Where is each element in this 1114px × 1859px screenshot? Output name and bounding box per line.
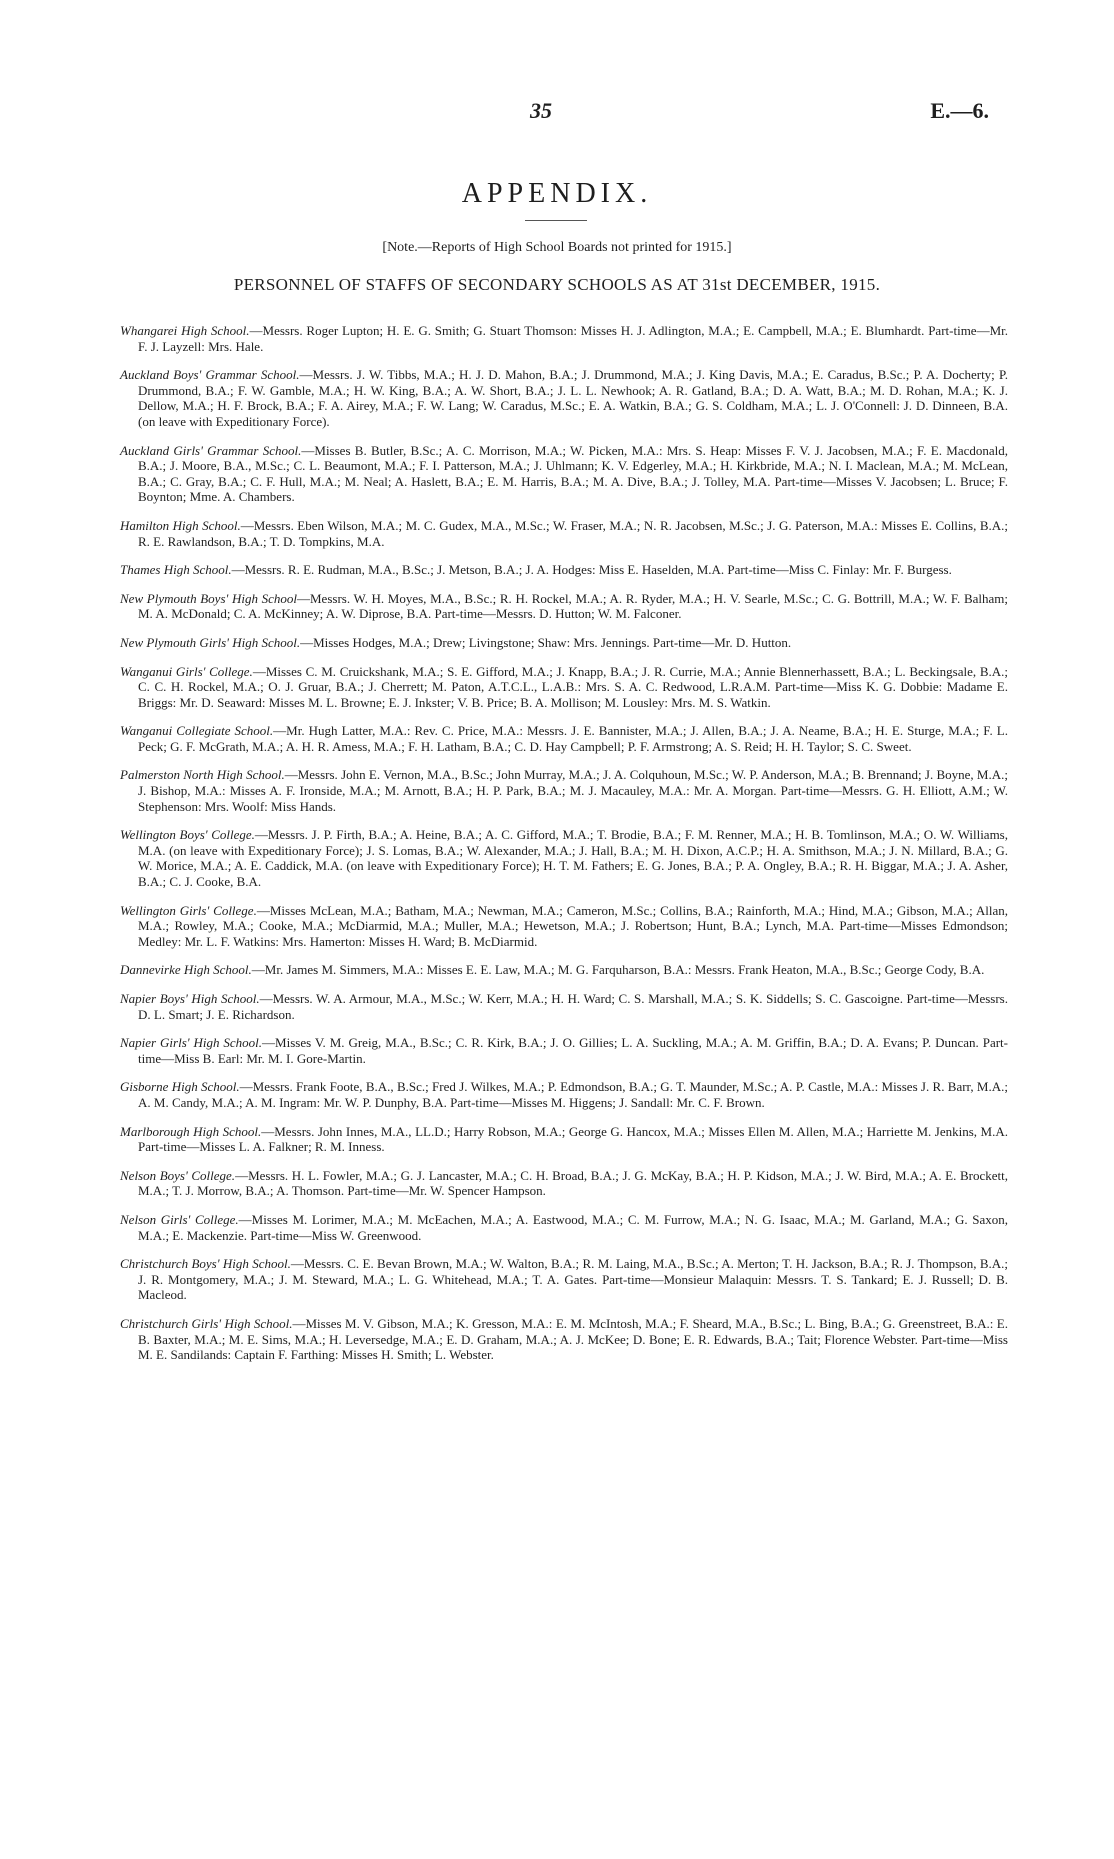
school-name: Whangarei High School. [120,323,250,338]
staff-list-text: —Misses B. Butler, B.Sc.; A. C. Morrison, M.A.; W. Picken, M.A.: Mrs. S. Heap: Misses F. V. J. Jacobsen, M.A.; F. E. Macdonald, B.A.; J. Moore, B.A., M.Sc.; C. L. Beaumont, M.A.; F. I. Patterson, M.A.; J. Uhlmann; K. V. Edgerley, M.A.; H. Kirkbride, M.A.; N. I. Maclean, M.A.; M. McLean, B.A.; C. Gray, B.A.; C. F. Hull, M.A.; M. Neal; A. Haslett, B.A.; E. M. Harris, B.A.; M. A. Dive, B.A.; J. Tolley, M.A. Part-time—Misses V. Jacobsen; L. Bruce; F. Boynton; Mme. A. Chambers. [138,442,1008,505]
school-name: Christchurch Boys' High School. [120,1256,291,1272]
school-entry [120,1035,1008,1066]
school-name: New Plymouth Girls' High School. [120,634,301,650]
staff-list-text: —Messrs. J. P. Firth, B.A.; A. Heine, B.A.; A. C. Gifford, M.A.; T. Brodie, B.A.; F. M. Renner, M.A.; H. B. Tomlinson, M.A.; O. W. Williams, M.A. (on leave with Expeditionary Force); J. S. Lomas, B.A.; W. Alexander, M.A.; J. Hall, B.A.; M. H. Dixon, A.C.P.; H. A. Smithson, M.A.; J. N. Millard, B.A.; G. W. Morice, M.A.; A. E. Caddick, M.A. (on leave with Expeditionary Force); H. T. M. Fathers; E. G. Jones, B.A.; P. A. Ongley, B.A.; R. H. Biggar, M.A.; J. A. Asher, B.A.; C. J. Cooke, B.A. [138,827,1008,890]
school-entry [120,827,1008,889]
school-name: Palmerston North High School. [120,767,285,783]
staff-list-text: —Misses C. M. Cruickshank, M.A.; S. E. Gifford, M.A.; J. Knapp, B.A.; J. R. Currie, M.A.; Annie Blennerhassett, B.A.; L. Beckingsale, B.A.; C. C. H. Rockel, M.A.; O. J. Gruar, B.A.; J. Cherrett; M. Paton, A.T.C.L., L.A.B.: Mrs. S. A. C. Redwood, L.R.A.M. Part-time—Miss K. G. Dobbie: Madame E. Briggs: Mr. D. Seaward: Misses M. L. Browne; E. J. Inkster; V. B. Price; B. A. Mollison; M. Lousley: Mrs. M. S. Watkin. [138,663,1008,710]
school-name: Gisborne High School. [120,1079,240,1095]
staff-list-text: —Messrs. H. L. Fowler, M.A.; G. J. Lancaster, M.A.; C. H. Broad, B.A.; J. G. McKay, B.A.; H. P. Kidson, M.A.; J. W. Bird, M.A.; A. E. Brockett, M.A.; T. J. Morrow, B.A.; A. Thomson. Part-time—Mr. W. Spencer Hampson. [138,1167,1008,1199]
note: [Note.—Reports of High School Boards not printed for 1915.] [382,240,732,255]
school-entry [120,767,1008,814]
school-entry [120,1212,1008,1243]
staff-list-text: —Messrs. J. W. Tibbs, M.A.; H. J. D. Mahon, B.A.; J. Drummond, M.A.; J. King Davis, M.A.; E. Caradus, B.Sc.; P. A. Docherty; P. Drummond, B.A.; F. W. Gamble, M.A.; H. W. King, B.A.; A. W. Short, B.A.; J. L. L. Newhook; A. R. Gatland, B.A.; D. A. Watt, B.A.; M. D. Rohan, M.A.; K. J. Dellow, M.A.; H. F. Brock, B.A.; F. A. Airey, M.A.; F. W. Lang; W. Caradus, M.Sc.; E. A. Watkin, B.A.; G. S. Coldham, M.A.; L. J. O'Connell: J. D. Dinneen, B.A. (on leave with Expeditionary Force). [138,367,1008,429]
school-name: Wanganui Collegiate School. [120,723,274,739]
school-entry [120,1124,1008,1155]
staff-list-text: —Messrs. John E. Vernon, M.A., B.Sc.; John Murray, M.A.; J. A. Colquhoun, M.Sc.; W. P. Anderson, M.A.; B. Brennand; J. Boyne, M.A.; J. Bishop, M.A.: Misses A. F. Ironside, M.A.; M. Arnott, B.A.; H. P. Park, B.A.; M. J. Macauley, M.A.: Mr. A. Morgan. Part-time—Messrs. G. H. Elliott, A.M.; W. Stephenson: Mrs. Woolf: Miss Hands. [138,767,1008,814]
school-entry [120,991,1008,1022]
staff-list-text: —Messrs. Eben Wilson, M.A.; M. C. Gudex, M.A., M.Sc.; W. Fraser, M.A.; N. R. Jacobsen, M.Sc.; J. G. Paterson, M.A.: Misses E. Collins, B.A.; R. E. Rawlandson, B.A.; T. D. Tompkins, M.A. [138,517,1008,549]
staff-list-text: —Misses M. Lorimer, M.A.; M. McEachen, M.A.; A. Eastwood, M.A.; C. M. Furrow, M.A.; N. G. Isaac, M.A.; M. Garland, M.A.; G. Saxon, M.A.; E. Mackenzie. Part-time—Miss W. Greenwood. [138,1211,1009,1243]
school-entry [120,635,1008,651]
school-name: Wellington Boys' College. [120,827,255,843]
school-entry [120,443,1008,505]
school-entry [120,723,1008,754]
school-entry [120,1316,1008,1363]
school-entry [120,1079,1008,1110]
school-entry [120,323,1008,354]
school-entry [120,962,1008,978]
staff-list-text: —Messrs. R. E. Rudman, M.A., B.Sc.; J. Metson, B.A.; J. A. Hodges: Miss E. Haselden, M.A. Part-time—Miss C. Finlay: Mr. F. Burgess. [231,562,952,578]
school-entry [120,903,1008,950]
school-entry [120,518,1008,549]
school-name: Nelson Boys' College. [120,1167,236,1183]
title-rule [525,220,587,221]
school-entry [120,1256,1008,1303]
school-name: New Plymouth Boys' High School [120,590,297,606]
staff-list-text: —Misses Hodges, M.A.; Drew; Livingstone; Shaw: Mrs. Jennings. Part-time—Mr. D. Hutton. [300,634,792,650]
school-name: Napier Girls' High School. [120,1035,263,1051]
school-name: Dannevirke High School. [120,962,252,978]
staff-list-text: —Misses V. M. Greig, M.A., B.Sc.; C. R. Kirk, B.A.; J. O. Gillies; L. A. Suckling, M.A.; A. M. Griffin, B.A.; D. A. Evans; P. Duncan. Part-time—Miss B. Earl: Mr. M. I. Gore-Martin. [138,1035,1008,1066]
staff-list-text: —Misses McLean, M.A.; Batham, M.A.; Newman, M.A.; Cameron, M.Sc.; Collins, B.A.; Rainforth, M.A.; Hind, M.A.; Gibson, M.A.; Allan, M.A.; Rowley, M.A.; Cooke, M.A.; McDiarmid, M.A.; Muller, M.A.; Hewetson, M.A.; J. Robertson; Hunt, B.A.; Lynch, M.A. Part-time—Misses Edmondson; Medley: Mr. L. F. Watkins: Mrs. Hamerton: Misses H. Ward; B. McDiarmid. [138,902,1008,949]
school-entry [120,664,1008,711]
page-number: 35 [530,98,552,123]
school-entry [120,591,1008,622]
staff-list-text: —Messrs. Frank Foote, B.A., B.Sc.; Fred J. Wilkes, M.A.; P. Edmondson, B.A.; G. T. Maunder, M.Sc.; A. P. Castle, M.A.: Misses J. R. Barr, M.A.; A. M. Candy, M.A.; A. M. Ingram: Mr. W. P. Dunphy, B.A. Part-time—Misses M. Higgens; J. Sandall: Mr. C. F. Brown. [138,1079,1008,1110]
page-reference: E.—6. [930,98,989,123]
school-entry [120,367,1008,429]
school-name: Auckland Girls' Grammar School. [120,442,302,458]
page-title: APPENDIX. [461,178,653,209]
school-entry [120,1168,1008,1199]
staff-list-text: —Messrs. Roger Lupton; H. E. G. Smith; G. Stuart Thomson: Misses H. J. Adlington, M.A.; E. Campbell, M.A.; E. Blumhardt. Part-time—Mr. F. J. Layzell: Mrs. Hale. [138,323,1008,354]
school-name: Wanganui Girls' College. [120,663,253,679]
school-name: Hamilton High School. [120,517,241,533]
school-name: Marlborough High School. [120,1123,262,1139]
staff-list-text: —Mr. Hugh Latter, M.A.: Rev. C. Price, M.A.: Messrs. J. E. Bannister, M.A.; J. Allen, B.A.; J. A. Neame, B.A.; H. E. Sturge, M.A.; F. L. Peck; G. F. McGrath, M.A.; A. H. R. Amess, M.A.; F. H. Latham, B.A.; C. D. Hay Campbell; P. F. Armstrong; A. S. Reid; H. H. Taylor; S. C. Sweet. [138,723,1008,754]
staff-list [120,310,1008,1373]
staff-list-text: —Mr. James M. Simmers, M.A.: Misses E. E. Law, M.A.; M. G. Farquharson, B.A.: Messrs. Frank Heaton, M.A., B.Sc.; George Cody, B.A. [251,962,985,978]
school-name: Auckland Boys' Grammar School. [120,367,300,383]
school-name: Napier Boys' High School. [120,991,260,1006]
page-header [0,98,1114,128]
staff-list-text: —Messrs. W. A. Armour, M.A., M.Sc.; W. Kerr, M.A.; H. H. Ward; C. S. Marshall, M.A.; S. K. Siddells; S. C. Gascoigne. Part-time—Messrs. D. L. Smart; J. E. Richardson. [138,991,1008,1022]
staff-list-text: —Messrs. W. H. Moyes, M.A., B.Sc.; R. H. Rockel, M.A.; A. R. Ryder, M.A.; H. V. Searle, M.Sc.; C. G. Bottrill, M.A.; W. F. Balham; M. A. McDonald; C. A. McKinney; A. W. Diprose, B.A. Part-time—Messrs. D. Hutton; W. M. Falconer. [138,590,1008,622]
school-name: Thames High School. [120,562,232,578]
staff-list-text: —Messrs. C. E. Bevan Brown, M.A.; W. Walton, B.A.; R. M. Laing, M.A., B.Sc.; A. Merton; T. H. Jackson, B.A.; R. J. Thompson, B.A.; J. R. Montgomery, M.A.; J. M. Steward, M.A.; L. G. Whitehead, M.A.; T. A. Gates. Part-time—Monsieur Malaquin: Messrs. T. S. Tankard; E. J. Russell; D. B. Macleod. [138,1256,1008,1303]
subtitle: PERSONNEL OF STAFFS OF SECONDARY SCHOOLS AS AT 31st DECEMBER, 1915. [233,275,881,294]
school-name: Wellington Girls' College. [120,902,257,918]
staff-list-text: —Messrs. John Innes, M.A., LL.D.; Harry Robson, M.A.; George G. Hancox, M.A.; Misses Ellen M. Allen, M.A.; Harriette M. Jenkins, M.A. Part-time—Misses L. A. Falkner; R. M. Inness. [138,1123,1008,1155]
school-entry [120,562,1008,578]
school-name: Nelson Girls' College. [120,1211,239,1227]
school-name: Christchurch Girls' High School. [120,1315,293,1331]
staff-list-text: —Misses M. V. Gibson, M.A.; K. Gresson, M.A.: E. M. McIntosh, M.A.; F. Sheard, M.A., B.Sc.; L. Bing, B.A.; G. Greenstreet, B.A.: E. B. Baxter, M.A.; M. E. Sims, M.A.; H. Leversedge, M.A.; E. D. Graham, M.A.; A. J. McKee; D. Bone; E. R. Edwards, B.A.; Tait; Florence Webster. Part-time—Miss M. E. Sandilands: Captain F. Farthing: Misses H. Smith; L. Webster. [138,1315,1008,1363]
